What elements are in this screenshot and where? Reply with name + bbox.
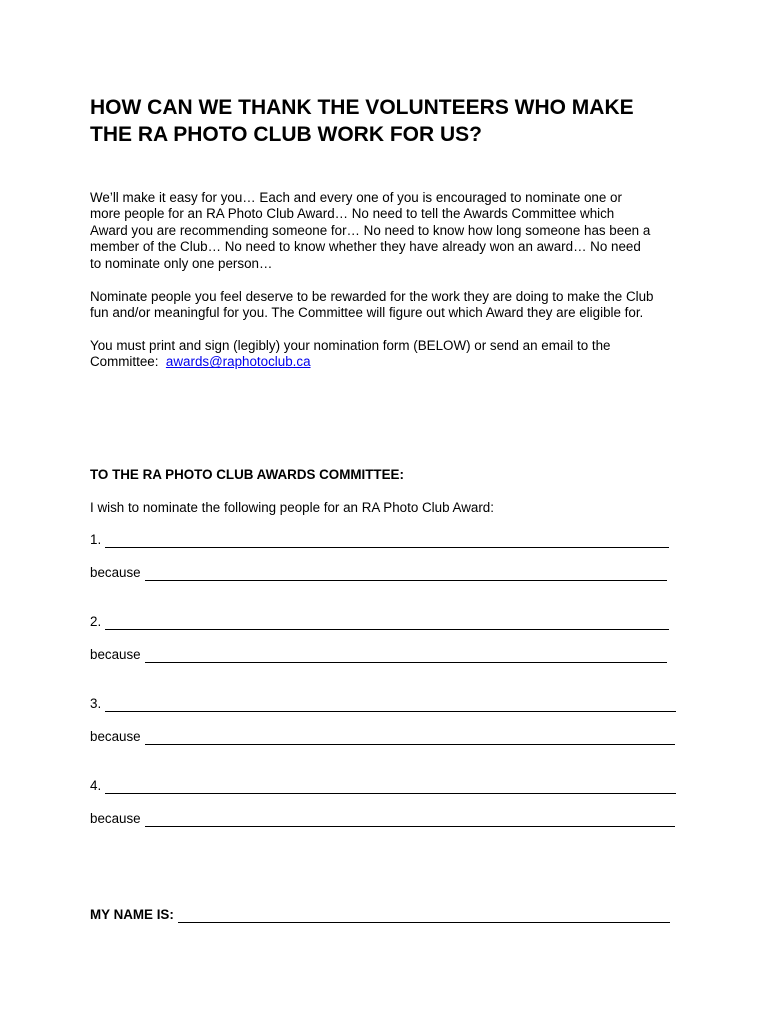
nominee-number: 4.	[90, 778, 102, 793]
because-4-field[interactable]	[145, 813, 675, 827]
paragraph-line: fun and/or meaningful for you. The Committee will figure out which Award they are eligible for.	[90, 305, 644, 321]
paragraph-line: to nominate only one person…	[90, 255, 273, 271]
committee-label: Committee:	[90, 354, 159, 370]
because-4-row	[90, 811, 675, 827]
document-page	[90, 94, 690, 922]
nominee-number: 2.	[90, 614, 102, 629]
paragraph-line: We’ll make it easy for you… Each and every one of you is encouraged to nominate one or	[90, 190, 622, 205]
paragraph-line: Award you are recommending someone for… No need to know how long someone has been a	[90, 222, 651, 238]
because-3-field[interactable]	[145, 731, 675, 745]
because-1-field[interactable]	[145, 567, 667, 581]
because-label: because	[90, 729, 141, 744]
my-name-field[interactable]	[178, 909, 670, 923]
nominee-2-field[interactable]	[105, 616, 669, 630]
because-3-row	[90, 729, 675, 745]
my-name-row	[90, 907, 670, 923]
nominee-1-field[interactable]	[105, 534, 669, 548]
nomination-intro: I wish to nominate the following people for an RA Photo Club Award:	[90, 500, 494, 515]
nominee-4-field[interactable]	[105, 780, 676, 794]
nominee-number: 3.	[90, 696, 102, 711]
committee-heading: TO THE RA PHOTO CLUB AWARDS COMMITTEE:	[90, 467, 404, 482]
nominee-2-row	[90, 614, 669, 630]
paragraph-line: Nominate people you feel deserve to be rewarded for the work they are doing to make the Club	[90, 289, 654, 304]
nominee-3-field[interactable]	[105, 698, 676, 712]
title-line-2: THE RA PHOTO CLUB WORK FOR US?	[90, 123, 482, 146]
because-2-field[interactable]	[145, 649, 667, 663]
email-link[interactable]: awards@raphotoclub.ca	[165, 354, 311, 370]
paragraph-line: member of the Club… No need to know whether they have already won an award… No need	[90, 239, 641, 255]
nominee-3-row	[90, 696, 676, 712]
paragraph-instructions	[90, 338, 690, 371]
because-label: because	[90, 647, 141, 662]
paragraph-line: You must print and sign (legibly) your nomination form (BELOW) or send an email to the	[90, 338, 611, 353]
nominee-number: 1.	[90, 532, 102, 547]
because-1-row	[90, 565, 667, 581]
because-label: because	[90, 811, 141, 826]
title-line-1: HOW CAN WE THANK THE VOLUNTEERS WHO MAKE	[90, 96, 634, 119]
because-label: because	[90, 565, 141, 580]
paragraph-nominate	[90, 289, 690, 322]
paragraph-intro	[90, 190, 690, 272]
document-title	[90, 94, 690, 148]
paragraph-line: more people for an RA Photo Club Award… No need to tell the Awards Committee which	[90, 206, 615, 222]
because-2-row	[90, 647, 667, 663]
nominee-1-row	[90, 532, 669, 548]
my-name-label: MY NAME IS:	[90, 907, 174, 922]
nominee-4-row	[90, 778, 676, 794]
